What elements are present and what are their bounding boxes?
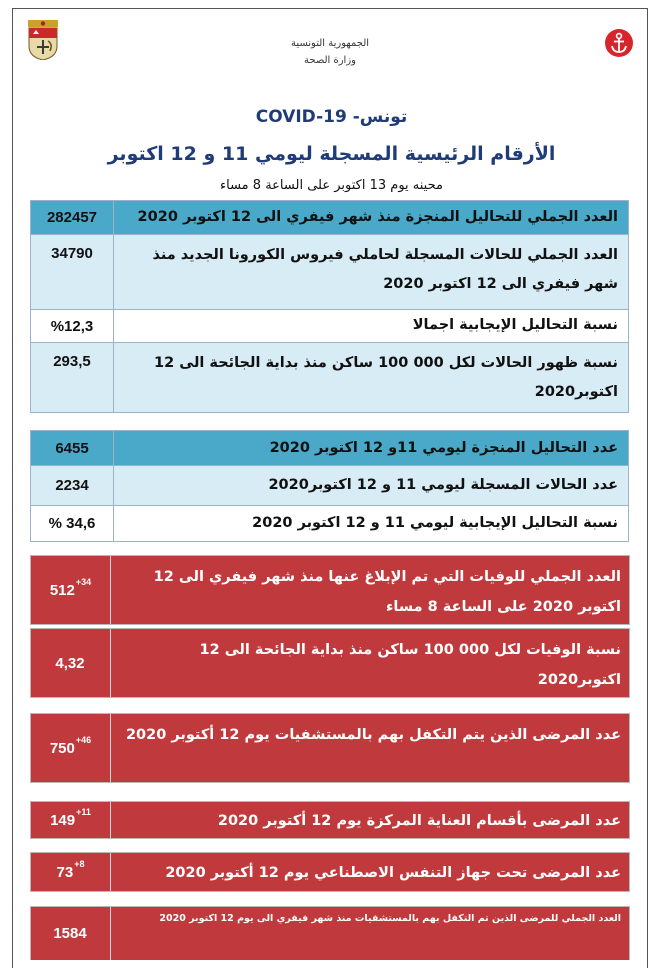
anchor-logo-icon [604,28,634,58]
main-title: الأرقام الرئيسية المسجلة ليومي 11 و 12 اكتوبر [107,143,556,165]
table-row [30,506,629,542]
ministry-name: وزارة الصحة [304,55,356,66]
row-value: 750 +46 [31,714,111,782]
table-row [30,200,629,235]
delta-badge: +46 [75,735,92,745]
icu-row [30,801,630,839]
update-subtitle: محينه يوم 13 اكتوبر على الساعة 8 مساء [220,178,443,193]
row-label: العدد الجملي للوفيات التي تم الإبلاغ عنها منذ شهر فيفري الى 12 اكتوبر 2020 على الساعة 8 مساء [153,569,621,615]
covid-title: COVID-19 -تونس [255,107,408,127]
row-value: 293,5 [31,343,114,412]
row-value: 149 +11 [31,802,111,838]
table-row [30,466,629,506]
hospitalized-row [30,713,630,783]
row-value: 1584 [31,907,111,960]
row-value: % 34,6 [31,506,114,541]
document-header [12,8,648,83]
row-label: العدد الجملي للتحاليل المنجزة منذ شهر فيفري الى 12 اكتوبر 2020 [137,209,618,225]
row-label: العدد الجملي للحالات المسجلة لحاملي فيروس الكورونا الجديد منذ شهر فيفري الى 12 اكتوبر 2020 [152,247,618,292]
row-label: نسبة التحاليل الإيجابية اجمالا [412,317,618,333]
ventilator-row [30,852,630,892]
row-label: عدد التحاليل المنجزة ليومي 11و 12 اكتوبر 2020 [269,440,618,456]
row-value: 6455 [31,431,114,465]
total-hospitalized-row [30,906,630,960]
row-label: نسبة التحاليل الإيجابية ليومي 11 و 12 اكتوبر 2020 [252,515,618,531]
table-row [30,310,629,343]
delta-badge: +8 [74,859,85,869]
row-value: %12,3 [31,310,114,342]
row-value: 34790 [31,235,114,309]
deaths-total-row [30,555,630,625]
row-label: عدد المرضى تحت جهاز التنفس الاصطناعي يوم 12 أكتوبر 2020 [165,865,621,881]
deaths-rate-row [30,628,630,698]
republic-name: الجمهورية التونسية [290,38,370,49]
row-value: 512 +34 [31,556,111,624]
row-value: 282457 [31,201,114,234]
row-value: 2234 [31,466,114,505]
delta-badge: +11 [76,807,91,817]
row-label: عدد المرضى الذين يتم التكفل بهم بالمستشفيات يوم 12 أكتوبر 2020 [125,727,621,743]
row-label: نسبة الوفيات لكل 000 100 ساكن منذ بداية الجائحة الى 12 اكتوبر2020 [199,642,621,688]
row-value: 4,32 [31,629,111,697]
row-label: نسبة ظهور الحالات لكل 000 100 ساكن منذ بداية الجائحة الى 12 اكتوبر2020 [154,355,618,400]
table-row [30,235,629,310]
table-row [30,430,629,466]
row-label: عدد الحالات المسجلة ليومي 11 و 12 اكتوبر2020 [268,477,618,493]
delta-badge: +34 [75,577,92,587]
row-label: العدد الجملي للمرضى الذين تم التكفل بهم بالمستشفيات منذ شهر فيفري الى يوم 12 اكتوبر 2020 [159,913,621,924]
row-label: عدد المرضى بأقسام العناية المركزة يوم 12 أكتوبر 2020 [217,813,621,829]
table-row [30,343,629,413]
row-value: 73 +8 [31,853,111,891]
